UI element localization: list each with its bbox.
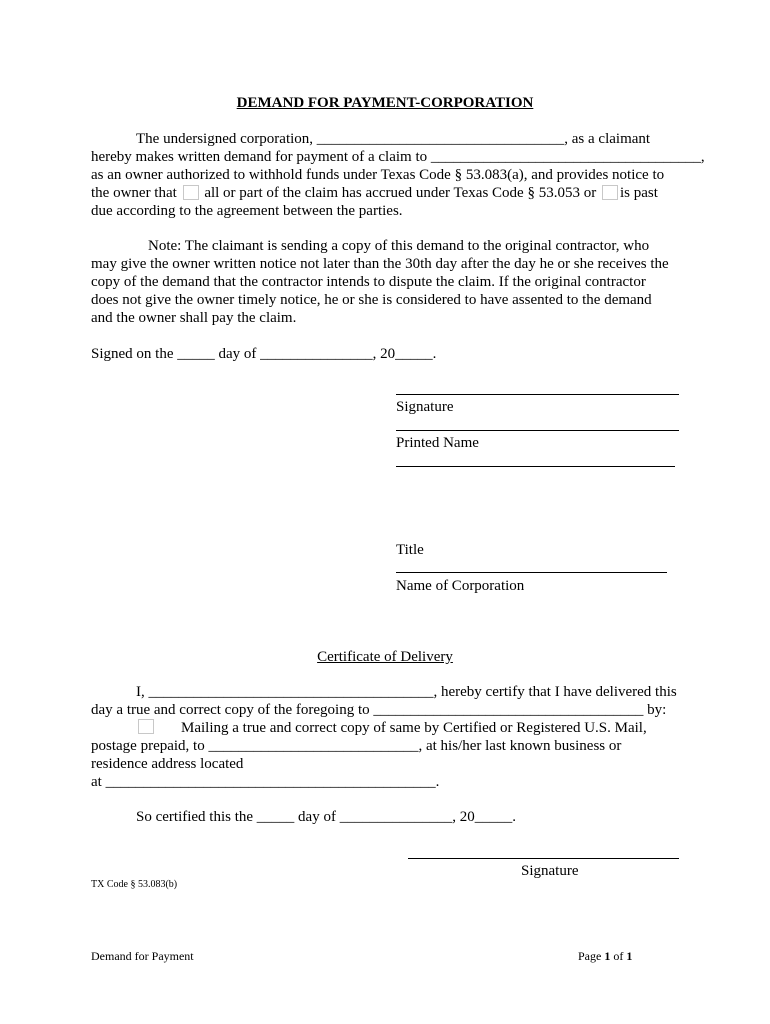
printed-name-label: Printed Name [396, 435, 479, 451]
certificate-heading: Certificate of Delivery [317, 649, 453, 665]
cert-line3: Mailing a true and correct copy of same by Certified or Registered U.S. Mail, [181, 720, 647, 736]
cert-line6: at ____________________________________________. [91, 774, 440, 790]
title-rule [396, 466, 675, 467]
para1-line2: hereby makes written demand for payment of a claim to ____________________________________, [91, 149, 705, 165]
para1-line4-a: the owner that [91, 185, 177, 201]
code-reference: TX Code § 53.083(b) [91, 879, 178, 890]
cert-line5: residence address located [91, 756, 244, 772]
signature-rule [396, 394, 679, 395]
cert-signature-rule [408, 858, 679, 859]
title-label: Title [396, 542, 424, 558]
footer-left: Demand for Payment [91, 949, 194, 963]
mailing-checkbox[interactable] [138, 719, 154, 734]
cert-line1: I, ______________________________________, hereby certify that I have delivered this [136, 684, 677, 700]
page-current: 1 [604, 949, 611, 963]
para1-line3: as an owner authorized to withhold funds under Texas Code § 53.083(a), and provides notice to [91, 167, 665, 183]
corporation-label: Name of Corporation [396, 578, 525, 594]
page-of: of [613, 949, 624, 963]
page-number [578, 949, 632, 964]
para1-line4 [91, 184, 658, 202]
certified-line: So certified this the _____ day of _______________, 20_____. [136, 809, 516, 825]
note-line4: does not give the owner timely notice, he or she is considered to have assented to the demand [91, 292, 652, 308]
signature-label: Signature [396, 399, 454, 415]
para1-line4-c: is past [619, 185, 658, 201]
printed-name-rule [396, 430, 679, 431]
page-total: 1 [626, 949, 633, 963]
cert-line4: postage prepaid, to ____________________________, at his/her last known business or [91, 738, 622, 754]
corporation-rule [396, 572, 667, 573]
para1-line5: due according to the agreement between the parties. [91, 203, 403, 219]
para1-line4-b: all or part of the claim has accrued under Texas Code § 53.053 or [204, 185, 597, 201]
note-line3: copy of the demand that the contractor intends to dispute the claim. If the original contractor [91, 274, 646, 290]
para1-line1: The undersigned corporation, _________________________________, as a claimant [136, 131, 651, 147]
note-line1: Note: The claimant is sending a copy of this demand to the original contractor, who [148, 238, 650, 254]
cert-line2: day a true and correct copy of the foregoing to ____________________________________ by: [91, 702, 667, 718]
document-title: DEMAND FOR PAYMENT-CORPORATION [236, 95, 534, 111]
note-line5: and the owner shall pay the claim. [91, 310, 297, 326]
note-line2: may give the owner written notice not later than the 30th day after the day he or she receives the [91, 256, 669, 272]
cert-signature-label: Signature [521, 863, 579, 879]
past-due-checkbox[interactable] [602, 185, 618, 200]
signed-on-line: Signed on the _____ day of _______________, 20_____. [91, 346, 437, 362]
page-prefix: Page [578, 949, 602, 963]
accrued-checkbox[interactable] [183, 185, 199, 200]
